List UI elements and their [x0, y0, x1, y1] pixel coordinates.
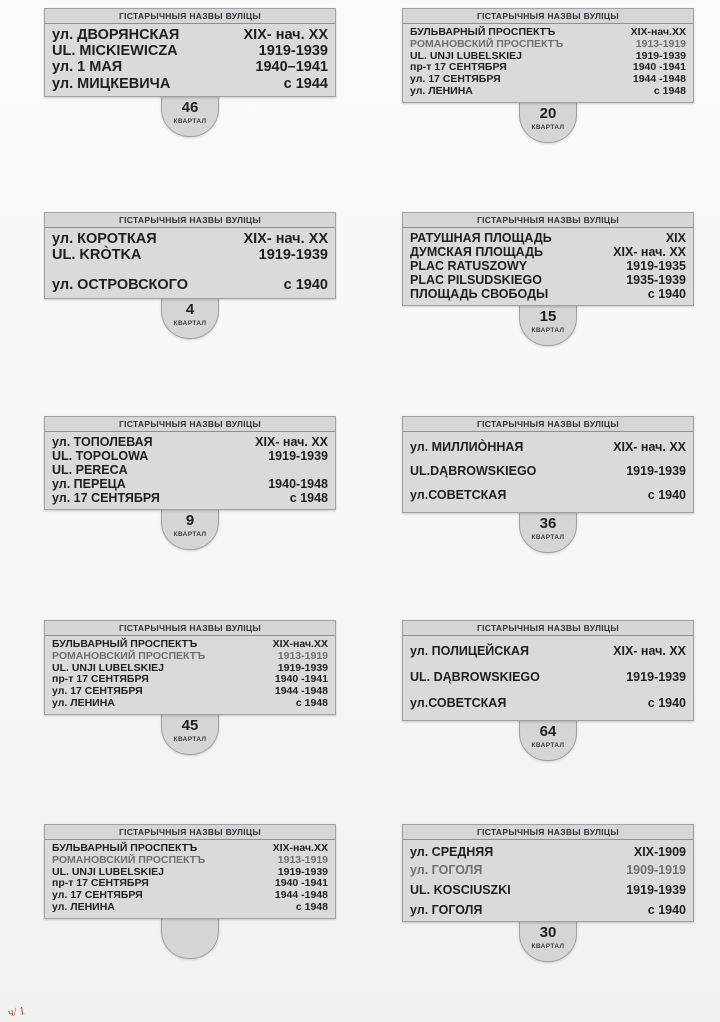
street-name: ул. ТОПОЛЕВАЯ	[52, 435, 153, 449]
street-name: РОМАНОВСКИЙ ПРОСПЕКТЪ	[52, 649, 206, 662]
street-years: с 1940	[647, 903, 686, 917]
street-name: пр-т 17 СЕНТЯБРЯ	[410, 61, 507, 74]
plaque-row	[52, 247, 328, 263]
street-years: 1944 -1948	[632, 73, 686, 85]
street-years: XIX- нач. XX	[613, 644, 686, 658]
street-years: XIX- нач. XX	[613, 440, 686, 454]
plaque-row	[410, 644, 686, 658]
street-name: UL. TOPOLOWA	[52, 449, 149, 463]
street-years: с 1948	[653, 84, 686, 97]
street-name: ул. СРЕДНЯЯ	[410, 845, 494, 859]
quarter-number: 46	[181, 98, 199, 116]
street-name: ул. МИЛЛИÒННАЯ	[410, 440, 524, 454]
plaque-row	[410, 273, 686, 287]
plaque-cell	[360, 612, 720, 816]
plaque-rows	[403, 636, 693, 720]
plaque-row	[410, 845, 686, 859]
street-years: 1919-1939	[277, 865, 328, 878]
quarter-number: 30	[539, 924, 557, 941]
plaque-row	[410, 27, 686, 39]
plaque-row	[52, 277, 328, 293]
street-years: 1919-1939	[277, 661, 328, 674]
plaque-row	[410, 488, 686, 502]
plaque-rows	[403, 432, 693, 512]
plaque-row	[52, 843, 328, 855]
street-years: 1919-1939	[268, 449, 328, 463]
street-name: ПЛОЩАДЬ СВОБОДЫ	[410, 287, 549, 301]
plaque-row	[410, 696, 686, 710]
plaque-row	[410, 670, 686, 684]
street-name: ул. КОРОТКАЯ	[52, 231, 157, 247]
street-years: 1913-1919	[277, 853, 328, 866]
plaque-row	[410, 883, 686, 897]
street-years: 1919-1939	[258, 247, 328, 264]
street-years: с 1948	[295, 900, 328, 913]
plaque-header: ГІСТАРЫЧНЫЯ НАЗВЫ ВУЛІЦЫ	[45, 825, 335, 840]
plaque-row	[410, 464, 686, 478]
street-years: XIX-нач.XX	[272, 842, 328, 854]
street-years: с 1940	[647, 488, 686, 502]
street-years: 1935-1939	[626, 273, 686, 287]
street-name: РОМАНОВСКИЙ ПРОСПЕКТЪ	[410, 37, 564, 50]
plaque-row-empty	[52, 263, 328, 277]
street-years: 1913-1919	[277, 649, 328, 662]
street-name-plaque-15	[402, 212, 694, 306]
street-name-plaque-20	[402, 8, 694, 103]
street-years: с 1948	[289, 491, 328, 505]
plaque-row	[410, 863, 686, 877]
plaque-header: ГІСТАРЫЧНЫЯ НАЗВЫ ВУЛІЦЫ	[45, 621, 335, 636]
street-years: XIX-1909	[633, 845, 686, 859]
quarter-tab	[161, 298, 219, 339]
plaque-cell	[0, 204, 360, 408]
quarter-number: 4	[185, 300, 195, 318]
plaque-row	[52, 43, 328, 59]
plaque-row	[52, 890, 328, 902]
quarter-tab	[161, 509, 219, 550]
street-years: 1940-1948	[268, 477, 328, 491]
street-name: ул. ГОГОЛЯ	[410, 863, 483, 877]
street-name: UL. DĄBROWSKIEGO	[410, 670, 540, 684]
street-years: с 1948	[295, 696, 328, 709]
street-name: ул. ГОГОЛЯ	[410, 903, 483, 917]
plaque-rows	[45, 636, 335, 714]
street-years: 1919-1939	[626, 464, 686, 478]
street-years: 1919-1935	[626, 259, 686, 273]
street-name: БУЛЬВАРНЫЙ ПРОСПЕКТЪ	[410, 26, 556, 38]
plaque-row	[52, 686, 328, 698]
plaque-cell	[360, 0, 720, 204]
plaque-row	[52, 639, 328, 651]
street-name: ул. 17 СЕНТЯБРЯ	[52, 685, 143, 697]
plaque-rows	[45, 432, 335, 509]
street-name: PLAC PILSUDSKIEGO	[410, 273, 542, 287]
street-name: БУЛЬВАРНЫЙ ПРОСПЕКТЪ	[52, 842, 198, 854]
plaque-rows	[403, 840, 693, 921]
plaque-header: ГІСТАРЫЧНЫЯ НАЗВЫ ВУЛІЦЫ	[403, 213, 693, 228]
quarter-number: 64	[539, 723, 557, 740]
plaque-cell	[0, 816, 360, 1020]
plaque-cell	[0, 408, 360, 612]
plaque-cell	[360, 408, 720, 612]
street-name: ул. ЛЕНИНА	[52, 696, 115, 709]
plaque-row	[52, 477, 328, 491]
plaque-row	[52, 698, 328, 710]
quarter-tab	[161, 714, 219, 755]
street-name-plaque-45-repeat	[44, 824, 336, 919]
street-years: 1919-1939	[635, 49, 686, 62]
street-name: ул. ЛЕНИНА	[410, 84, 473, 97]
street-name: РОМАНОВСКИЙ ПРОСПЕКТЪ	[52, 853, 206, 866]
plaque-row	[410, 287, 686, 301]
street-name: UL. UNJI LUBELSKIEJ	[52, 661, 165, 674]
plaque-row	[52, 435, 328, 449]
quarter-caption: КВАРТАЛ	[531, 327, 565, 334]
street-years: с 1940	[283, 277, 328, 294]
street-name: ул. 17 СЕНТЯБРЯ	[410, 73, 501, 85]
street-name: пр-т 17 СЕНТЯБРЯ	[52, 673, 149, 686]
plaque-rows	[403, 24, 693, 102]
street-years: 1919-1939	[626, 883, 686, 897]
street-years: 1944 -1948	[274, 889, 328, 901]
quarter-tab	[161, 96, 219, 137]
quarter-caption: КВАРТАЛ	[531, 534, 565, 541]
plaque-row	[52, 651, 328, 663]
plaque-row	[52, 231, 328, 247]
quarter-tab	[519, 921, 577, 962]
plaque-rows	[45, 228, 335, 298]
plaque-rows	[45, 840, 335, 918]
street-years: 1944 -1948	[274, 685, 328, 697]
street-years: XIX-нач.XX	[630, 26, 686, 38]
street-name: ул.СОВЕТСКАЯ	[410, 488, 507, 502]
plaque-rows	[45, 24, 335, 96]
street-years: 1913-1919	[635, 37, 686, 50]
plaque-header: ГІСТАРЫЧНЫЯ НАЗВЫ ВУЛІЦЫ	[45, 417, 335, 432]
plaque-header: ГІСТАРЫЧНЫЯ НАЗВЫ ВУЛІЦЫ	[403, 621, 693, 636]
quarter-caption: КВАРТАЛ	[531, 742, 565, 749]
quarter-caption: КВАРТАЛ	[173, 735, 207, 743]
street-name-plaque-64	[402, 620, 694, 721]
street-name-plaque-36	[402, 416, 694, 513]
plaque-row	[410, 245, 686, 259]
street-name: ул.СОВЕТСКАЯ	[410, 696, 507, 710]
quarter-number: 36	[539, 515, 557, 532]
street-years: XIX- нач. XX	[243, 27, 328, 43]
handwritten-corner-mark: ч/ 1	[7, 1004, 26, 1020]
plaque-row	[410, 440, 686, 454]
plaque-row	[52, 855, 328, 867]
plaque-row	[410, 86, 686, 98]
street-name: ул. МИЦКЕВИЧА	[52, 75, 171, 92]
street-years: 1940 -1941	[274, 673, 328, 686]
quarter-number: 20	[539, 104, 557, 122]
street-name: PLAC RATUSZOWY	[410, 259, 528, 273]
plaque-row	[52, 449, 328, 463]
street-years: с 1940	[647, 696, 686, 710]
street-name: ул. ОСТРОВСКОГО	[52, 277, 188, 294]
street-years: 1919-1939	[258, 43, 328, 60]
street-years: XIX- нач. XX	[255, 435, 328, 449]
quarter-caption: КВАРТАЛ	[173, 319, 207, 327]
street-name: ул. ПЕРЕЦА	[52, 477, 126, 491]
plaque-row	[52, 463, 328, 477]
street-name: ул. ПОЛИЦЕЙСКАЯ	[410, 644, 529, 658]
street-name: ДУМСКАЯ ПЛОЩАДЬ	[410, 245, 543, 259]
street-name: ул. 1 МАЯ	[52, 59, 123, 76]
street-name: UL. UNJI LUBELSKIEJ	[52, 865, 165, 878]
street-name: UL. KRÒTKA	[52, 247, 142, 264]
plaque-row	[52, 902, 328, 914]
street-years: XIX- нач. XX	[613, 245, 686, 259]
quarter-tab	[519, 512, 577, 553]
quarter-number: 45	[181, 716, 199, 734]
plaque-header: ГІСТАРЫЧНЫЯ НАЗВЫ ВУЛІЦЫ	[403, 9, 693, 24]
street-name: ул. ДВОРЯНСКАЯ	[52, 27, 180, 43]
street-name-plaque-9	[44, 416, 336, 510]
quarter-tab	[519, 305, 577, 346]
quarter-number: 9	[185, 512, 195, 529]
plaque-row	[410, 259, 686, 273]
plaque-row	[410, 74, 686, 86]
street-years: с 1944	[283, 75, 328, 92]
street-name: UL. KOSCIUSZKI	[410, 883, 511, 897]
street-name: пр-т 17 СЕНТЯБРЯ	[52, 877, 149, 890]
plaque-row	[52, 59, 328, 75]
quarter-caption: КВАРТАЛ	[531, 943, 565, 950]
plaque-rows	[403, 228, 693, 305]
street-name-plaque-46	[44, 8, 336, 97]
quarter-tab	[519, 102, 577, 143]
plaque-row	[410, 39, 686, 51]
street-name-plaque-30	[402, 824, 694, 922]
street-years: с 1940	[647, 287, 686, 301]
street-years: 1940 -1941	[274, 877, 328, 890]
street-name: РАТУШНАЯ ПЛОЩАДЬ	[410, 231, 552, 245]
plaque-header: ГІСТАРЫЧНЫЯ НАЗВЫ ВУЛІЦЫ	[45, 213, 335, 228]
street-name: ул. ЛЕНИНА	[52, 900, 115, 913]
street-years: XIX- нач. XX	[243, 231, 328, 247]
quarter-number: 15	[539, 308, 557, 325]
plaque-header: ГІСТАРЫЧНЫЯ НАЗВЫ ВУЛІЦЫ	[403, 417, 693, 432]
street-name: UL. PERECA	[52, 463, 128, 477]
plaque-row	[52, 76, 328, 92]
street-years: 1919-1939	[626, 670, 686, 684]
street-years: XIX	[665, 231, 686, 245]
plaque-header: ГІСТАРЫЧНЫЯ НАЗВЫ ВУЛІЦЫ	[403, 825, 693, 840]
plaque-header: ГІСТАРЫЧНЫЯ НАЗВЫ ВУЛІЦЫ	[45, 9, 335, 24]
plaque-cell	[360, 816, 720, 1020]
plaque-row	[52, 27, 328, 43]
street-years: 1909-1919	[626, 863, 686, 877]
quarter-tab	[161, 918, 219, 959]
street-name: UL. MICKIEWICZA	[52, 43, 178, 60]
street-name-plaque-4	[44, 212, 336, 299]
street-name: ул. 17 СЕНТЯБРЯ	[52, 491, 160, 505]
plaque-cell	[0, 612, 360, 816]
plaque-row	[410, 903, 686, 917]
street-name: UL. UNJI LUBELSKIEJ	[410, 49, 523, 62]
street-years: 1940–1941	[255, 59, 328, 76]
plaque-cell	[360, 204, 720, 408]
street-name: ул. 17 СЕНТЯБРЯ	[52, 889, 143, 901]
street-years: 1940 -1941	[632, 61, 686, 74]
quarter-caption: КВАРТАЛ	[173, 117, 207, 125]
quarter-caption: КВАРТАЛ	[531, 123, 565, 131]
quarter-tab	[519, 720, 577, 761]
plaque-row	[410, 231, 686, 245]
street-name-plaque-45	[44, 620, 336, 715]
street-years: XIX-нач.XX	[272, 638, 328, 650]
plaque-cell	[0, 0, 360, 204]
quarter-caption: КВАРТАЛ	[173, 531, 207, 538]
street-name: БУЛЬВАРНЫЙ ПРОСПЕКТЪ	[52, 638, 198, 650]
plaque-row	[52, 491, 328, 505]
street-name: UL.DĄBROWSKIEGO	[410, 464, 537, 478]
